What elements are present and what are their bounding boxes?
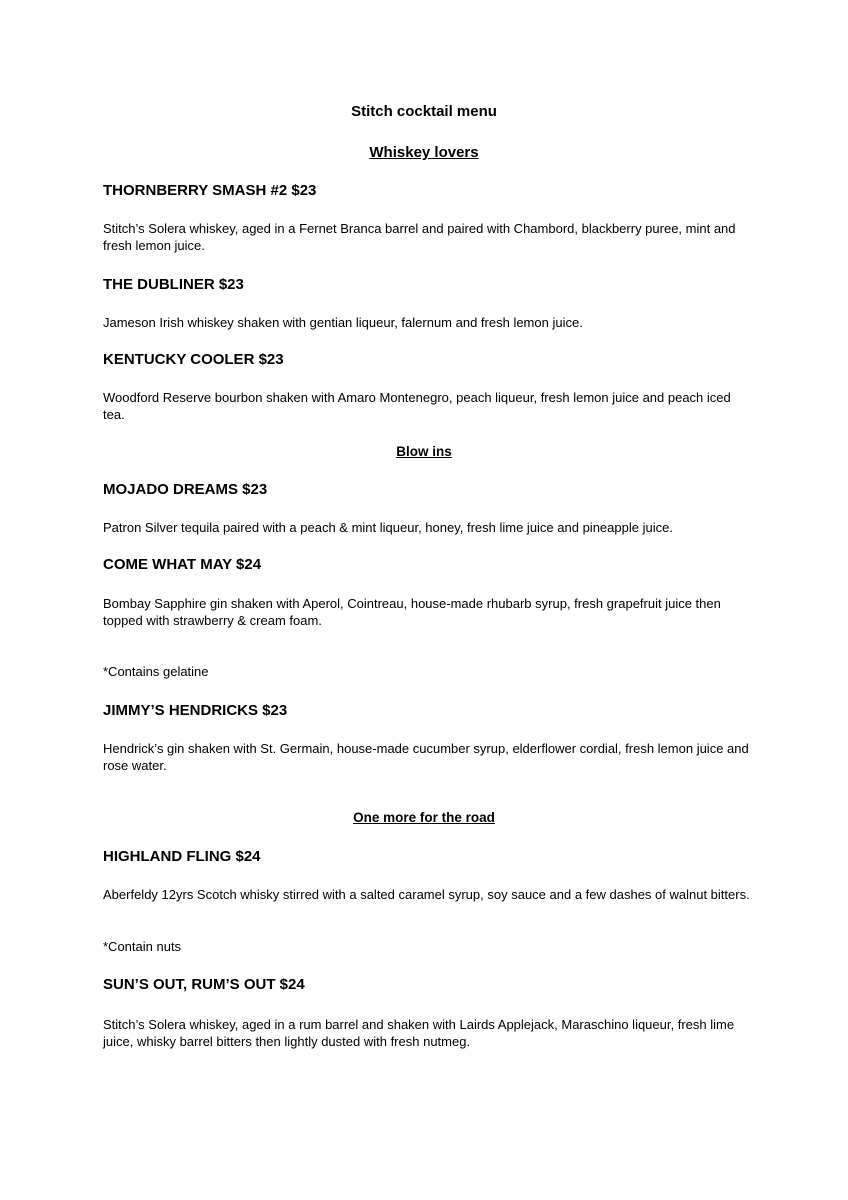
cocktail-name-the-dubliner: THE DUBLINER $23: [103, 276, 244, 293]
cocktail-note-highland-fling: *Contain nuts: [103, 939, 182, 954]
cocktail-name-thornberry-smash: THORNBERRY SMASH #2 $23: [103, 182, 317, 199]
cocktail-note-come-what-may: *Contains gelatine: [103, 664, 209, 679]
cocktail-description-highland-fling: Aberfeldy 12yrs Scotch whisky stirred with a salted caramel syrup, soy sauce and a few dashes of walnut bitters.: [103, 887, 750, 902]
cocktail-name-mojado-dreams: MOJADO DREAMS $23: [103, 481, 268, 498]
cocktail-description-thornberry-smash: Stitch’s Solera whiskey, aged in a Fernet Branca barrel and paired with Chambord, blackberry puree, mint and fresh lemon juice.: [103, 221, 736, 253]
cocktail-name-come-what-may: COME WHAT MAY $24: [103, 556, 262, 573]
section-heading-one-more-for-the-road: One more for the road: [353, 810, 495, 825]
cocktail-name-jimmys-hendricks: JIMMY’S HENDRICKS $23: [103, 702, 288, 719]
cocktail-description-come-what-may: Bombay Sapphire gin shaken with Aperol, Cointreau, house-made rhubarb syrup, fresh grapefruit juice then topped with strawberry & cream foam.: [103, 596, 721, 628]
section-heading-blow-ins: Blow ins: [396, 444, 452, 459]
cocktail-description-kentucky-cooler: Woodford Reserve bourbon shaken with Amaro Montenegro, peach liqueur, fresh lemon juice and peach iced tea.: [103, 390, 731, 422]
menu-title: Stitch cocktail menu: [351, 103, 497, 120]
section-heading-whiskey-lovers: Whiskey lovers: [369, 144, 479, 161]
cocktail-name-kentucky-cooler: KENTUCKY COOLER $23: [103, 351, 284, 368]
cocktail-description-mojado-dreams: Patron Silver tequila paired with a peach & mint liqueur, honey, fresh lime juice and pineapple juice.: [103, 520, 673, 535]
cocktail-description-the-dubliner: Jameson Irish whiskey shaken with gentian liqueur, falernum and fresh lemon juice.: [103, 315, 583, 330]
cocktail-name-highland-fling: HIGHLAND FLING $24: [103, 848, 261, 865]
cocktail-name-suns-out-rums-out: SUN’S OUT, RUM’S OUT $24: [103, 976, 305, 993]
cocktail-description-jimmys-hendricks: Hendrick’s gin shaken with St. Germain, house-made cucumber syrup, elderflower cordial, fresh lemon juice and rose water.: [103, 741, 749, 773]
cocktail-description-suns-out-rums-out: Stitch’s Solera whiskey, aged in a rum barrel and shaken with Lairds Applejack, Maraschino liqueur, fresh lime juice, whisky barrel bitters then lightly dusted with fresh nutmeg.: [103, 1017, 735, 1049]
